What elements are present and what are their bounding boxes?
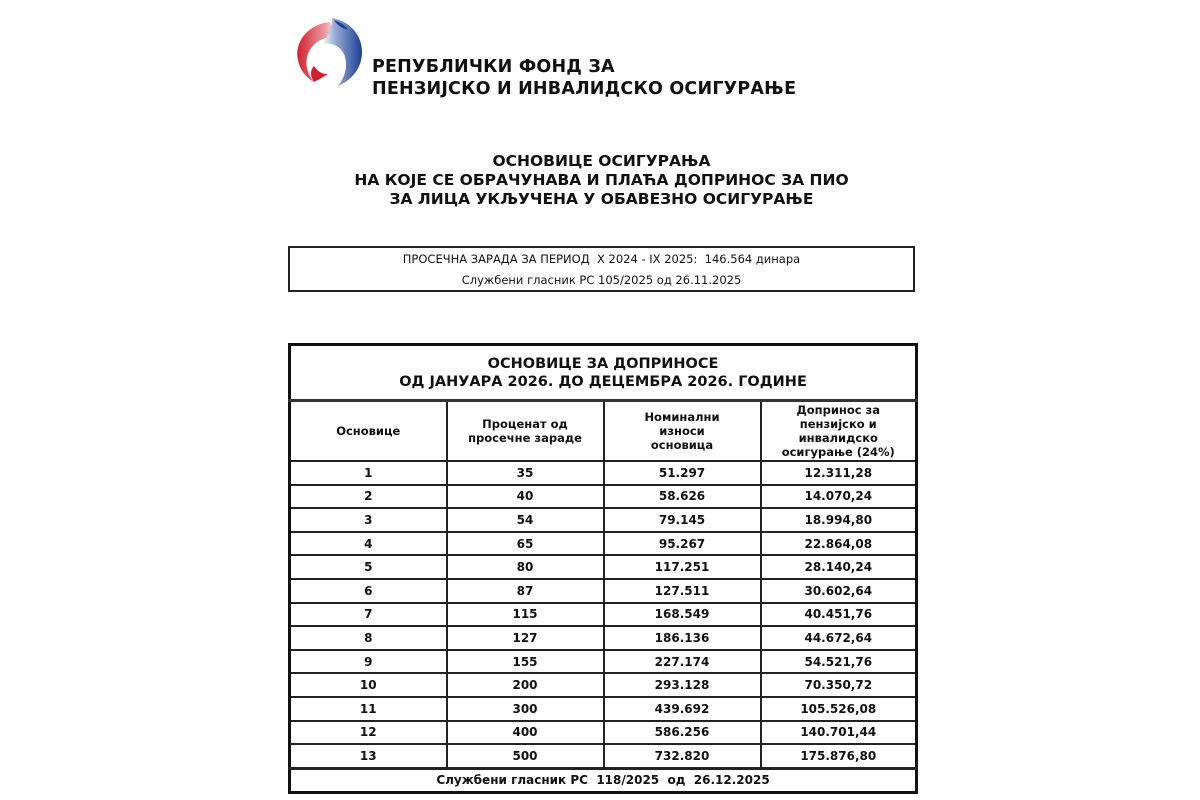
column-header-contribution: Допринос за пензијско и инвалидско осигурање (24%)	[761, 401, 917, 462]
average-salary-text: ПРОСЕЧНА ЗАРАДА ЗА ПЕРИОД X 2024 - IX 2025: 146.564 динара	[402, 252, 801, 266]
title-line1: ОСНОВИЦЕ ОСИГУРАЊА	[492, 152, 711, 170]
table-row: 7 115 168.549 40.451,76	[290, 603, 917, 627]
gazette-reference: Службени гласник РС 105/2025 од 26.11.2025	[461, 273, 742, 287]
table-row: 12 400 586.256 140.701,44	[290, 721, 917, 745]
org-name-line2: ПЕНЗИЈСКО И ИНВАЛИДСКО ОСИГУРАЊЕ	[372, 79, 797, 99]
table-row: 11 300 439.692 105.526,08	[290, 697, 917, 721]
contribution-bases-table	[288, 343, 915, 793]
column-header-percent: Проценат од просечне зараде	[447, 401, 604, 462]
average-salary-box	[288, 246, 915, 292]
organization-name	[372, 56, 796, 100]
title-line3: ЗА ЛИЦА УКЉУЧЕНА У ОБАВЕЗНО ОСИГУРАЊЕ	[389, 190, 814, 208]
table-row: 13 500 732.820 175.876,80	[290, 744, 917, 768]
table-row: 6 87 127.511 30.602,64	[290, 579, 917, 603]
table-row: 9 155 227.174 54.521,76	[290, 650, 917, 674]
table-row: 10 200 293.128 70.350,72	[290, 673, 917, 697]
table-title-line1: ОСНОВИЦЕ ЗА ДОПРИНОСЕ	[487, 355, 719, 372]
table-header-row	[290, 401, 917, 462]
column-header-base: Основице	[290, 401, 447, 462]
table-row: 2 40 58.626 14.070,24	[290, 485, 917, 509]
table-title-line2: ОД ЈАНУАРА 2026. ДО ДЕЦЕМБРА 2026. ГОДИНЕ	[399, 373, 807, 390]
table-row: 4 65 95.267 22.864,08	[290, 532, 917, 556]
table-row: 5 80 117.251 28.140,24	[290, 555, 917, 579]
org-name-line1: РЕПУБЛИЧКИ ФОНД ЗА	[372, 57, 615, 77]
table-footer-gazette: Службени гласник РС 118/2025 од 26.12.2025	[290, 768, 917, 792]
pio-fund-logo-icon	[292, 16, 368, 92]
table-row: 1 35 51.297 12.311,28	[290, 461, 917, 485]
column-header-nominal: Номинални износи основица	[604, 401, 761, 462]
page-title	[288, 152, 915, 209]
table-row: 3 54 79.145 18.994,80	[290, 508, 917, 532]
table-row: 8 127 186.136 44.672,64	[290, 626, 917, 650]
table-title	[290, 345, 917, 401]
title-line2: НА КОЈЕ СЕ ОБРАЧУНАВА И ПЛАЋА ДОПРИНОС ЗА ПИО	[354, 171, 849, 189]
